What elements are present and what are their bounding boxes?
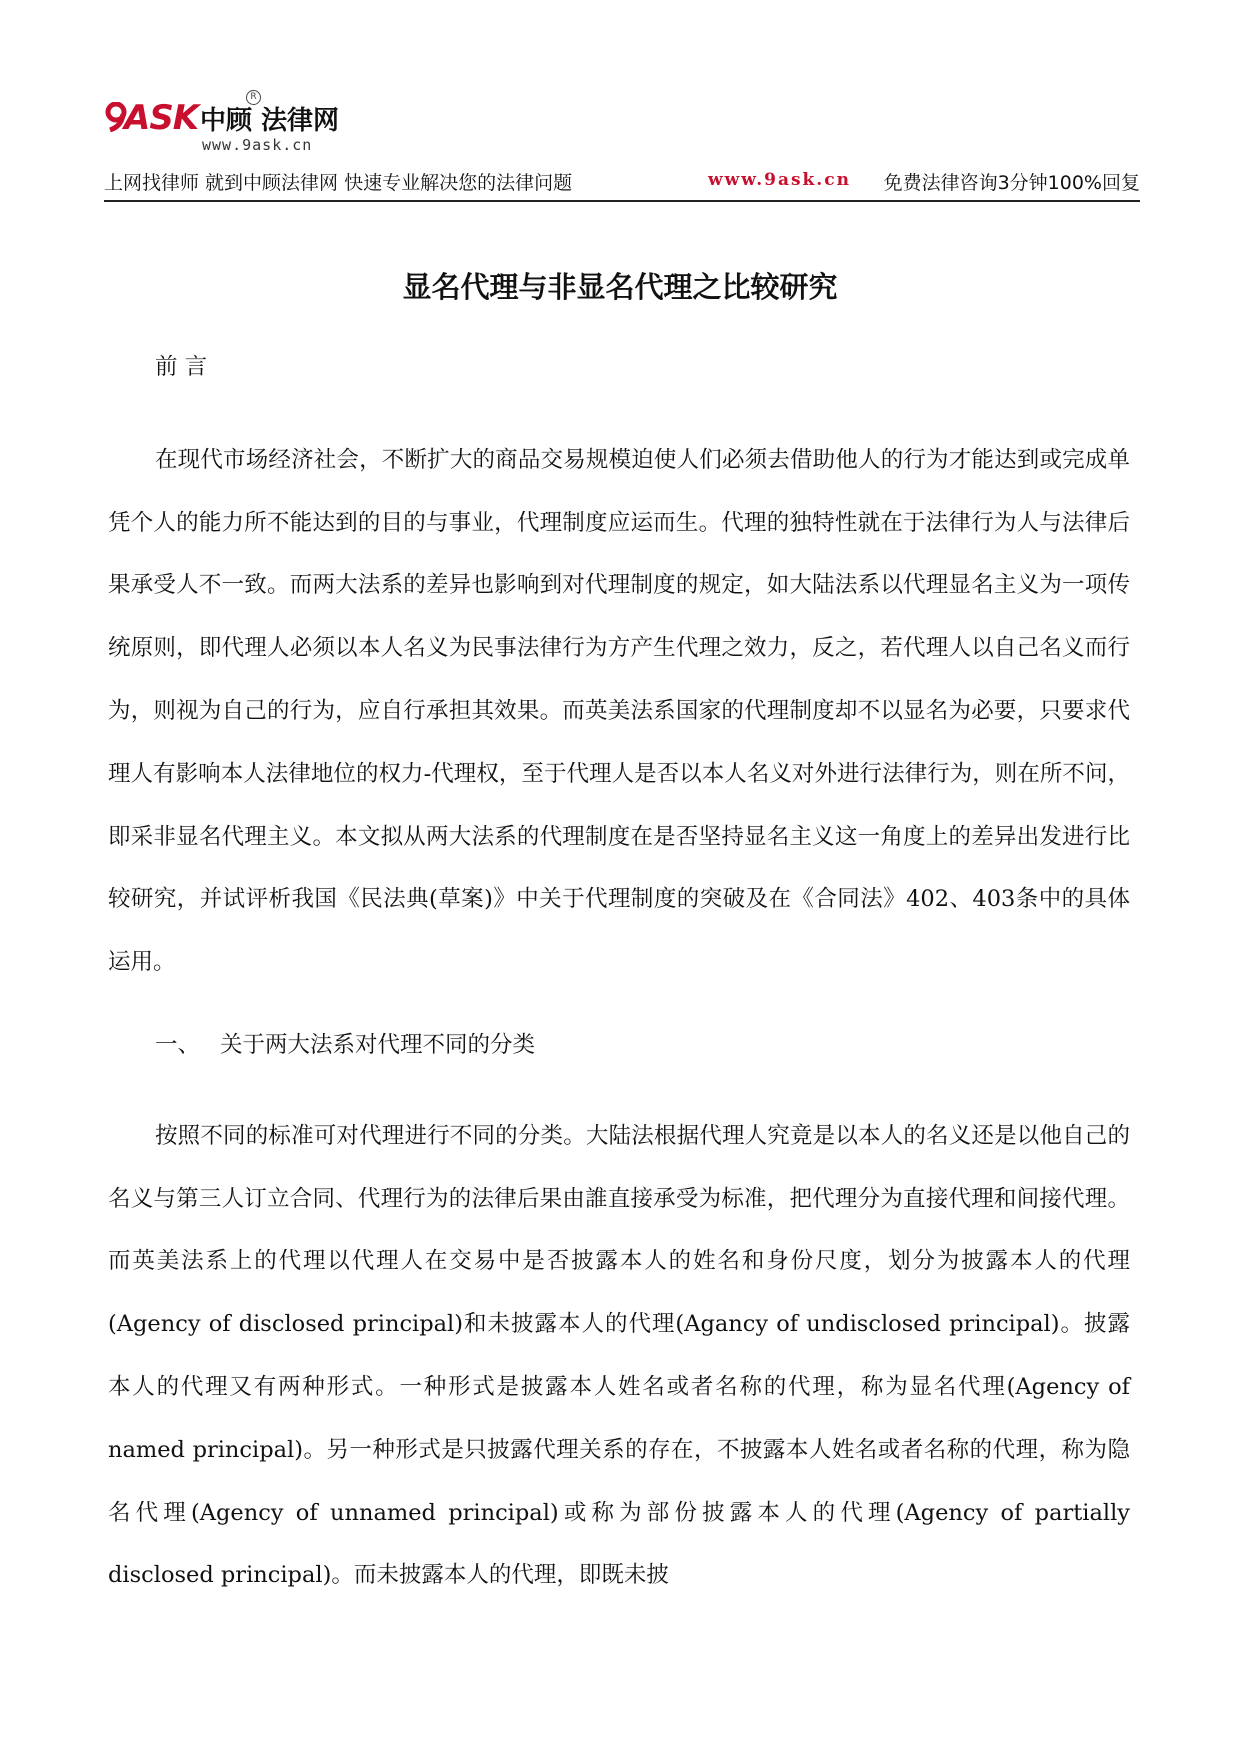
logo[interactable] [104, 92, 364, 156]
registered-mark-icon: R [246, 90, 261, 105]
header-consult-text: 免费法律咨询3分钟100%回复 [883, 172, 1140, 194]
header-site-link[interactable]: www.9ask.cn [708, 170, 851, 190]
section-1-title: 关于两大法系对代理不同的分类 [220, 1031, 536, 1058]
paragraph-1: 在现代市场经济社会，不断扩大的商品交易规模迫使人们必须去借助他人的行为才能达到或完成单凭个人的能力所不能达到的目的与事业，代理制度应运而生。代理的独特性就在于法律行为人与法律后果承受人不一致。而两大法系的差异也影响到对代理制度的规定，如大陆法系以代理显名主义为一项传统原则，即代理人必须以本人名义为民事法律行为方产生代理之效力，反之，若代理人以自己名义而行为，则视为自己的行为，应自行承担其效果。而英美法系国家的代理制度却不以显名为必要，只要求代理人有影响本人法律地位的权力-代理权，至于代理人是否以本人名义对外进行法律行为，则在所不问，即采非显名代理主义。本文拟从两大法系的代理制度在是否坚持显名主义这一角度上的差异出发进行比较研究，并试评析我国《民法典(草案)》中关于代理制度的突破及在《合同法》402、403条中的具体运用。 [108, 446, 1130, 976]
logo-url: www.9ask.cn [202, 136, 313, 154]
logo-ask-text: ASK [124, 98, 199, 138]
site-header [104, 92, 1140, 204]
section-1-number: 一、 [155, 1031, 201, 1058]
header-divider [104, 200, 1140, 202]
paragraph-2: 按照不同的标准可对代理进行不同的分类。大陆法根据代理人究竟是以本人的名义还是以他自己的名义与第三人订立合同、代理行为的法律后果由誰直接承受为标准，把代理分为直接代理和间接代理。而英美法系上的代理以代理人在交易中是否披露本人的姓名和身份尺度，划分为披露本人的代理(Agency of disclosed principal)和未披露本人的代理(Agancy of undisclosed principal)。披露本人的代理又有两种形式。一种形式是披露本人姓名或者名称的代理，称为显名代理(Agency of named principal)。另一种形式是只披露代理关系的存在，不披露本人姓名或者名称的代理，称为隐名代理(Agency of unnamed principal)或称为部份披露本人的代理(Agency of partially disclosed principal)。而未披露本人的代理，即既未披 [108, 1122, 1130, 1589]
document-title: 显名代理与非显名代理之比较研究 [402, 270, 838, 305]
preface-heading: 前 言 [155, 354, 208, 380]
document-body [108, 336, 1130, 1607]
section-1-heading [108, 1014, 1130, 1077]
header-slogan: 上网找律师 就到中顾法律网 快速专业解决您的法律问题 [104, 172, 573, 194]
logo-brand-text: 中顾 法律网 [200, 106, 340, 136]
